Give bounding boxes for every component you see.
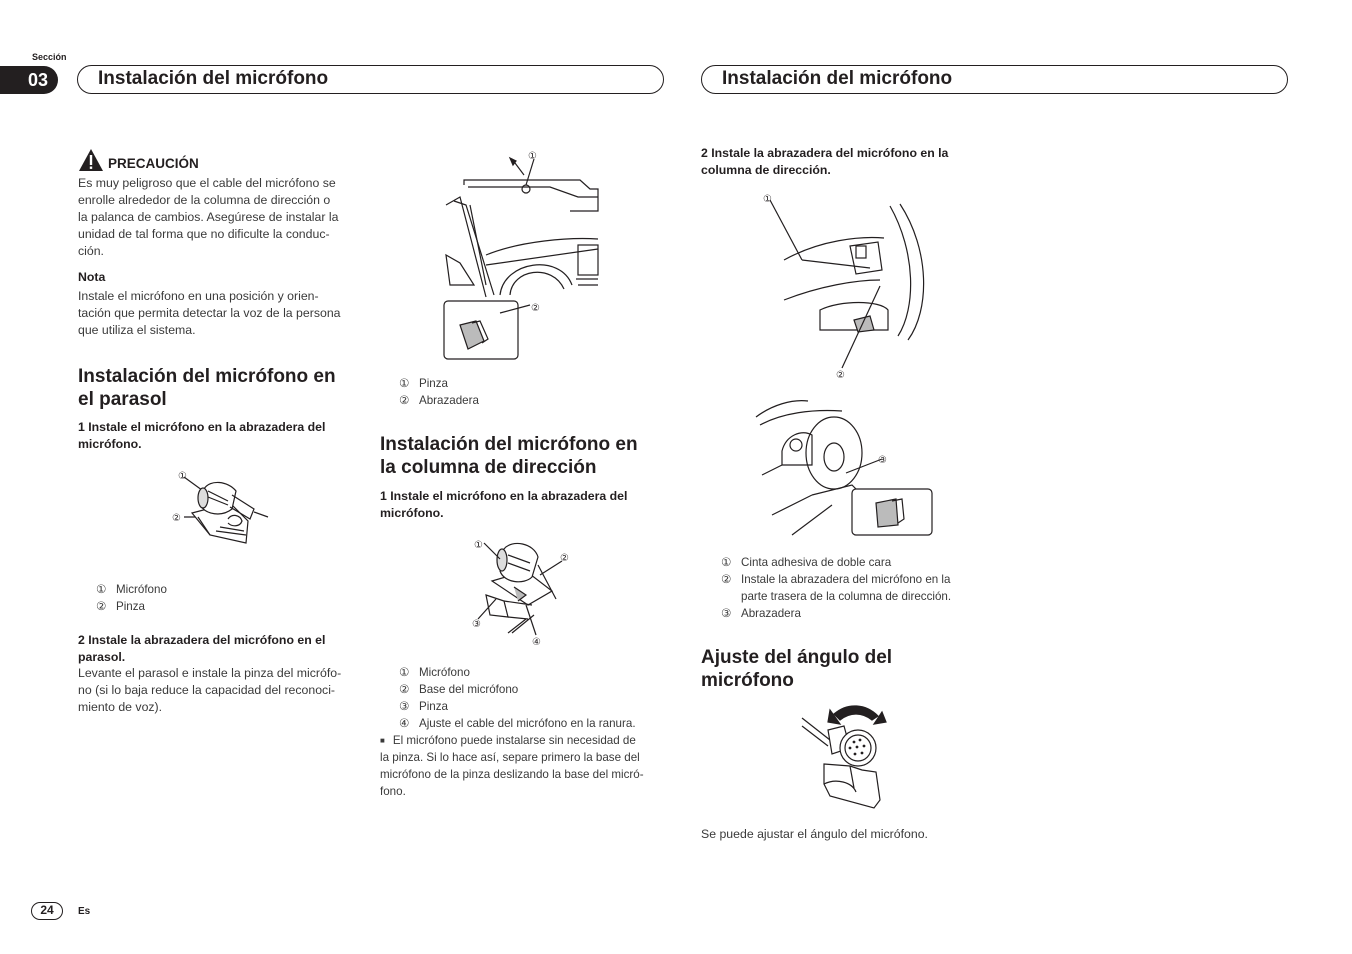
caution-text: Es muy peligroso que el cable del micrófono se enrolle alrededor de la columna de dirección o la palanca de cambios. Asegúrese de instalar la unidad de tal forma que no dificulte la conduc- ción.	[78, 176, 339, 258]
list-visor-parts: ① Pinza ② Abrazadera	[399, 377, 479, 407]
mic-clip-figure-2	[468, 535, 578, 650]
mic-angle-figure	[800, 700, 895, 812]
sun-visor-figure	[440, 145, 605, 365]
fig1-label-1: ①	[178, 471, 187, 482]
page-number: 24	[31, 902, 63, 920]
section-number-badge: 03	[0, 66, 58, 94]
fig5-label-3: ③	[878, 455, 887, 466]
step2-steering: 2 Instale la abrazadera del micrófono en la columna de dirección.	[701, 146, 949, 177]
step1-steering: 1 Instale el micrófono en la abrazadera del micrófono.	[380, 489, 628, 520]
dashboard-figure	[752, 395, 937, 540]
list-parasol-parts: ① Micrófono ② Pinza	[96, 583, 167, 613]
section-label: Sección	[32, 52, 67, 62]
fig3-label-4: ④	[532, 637, 541, 648]
list-steering-parts: ① Micrófono ② Base del micrófono ③ Pinza ④ Ajuste el cable del micrófono en la ranura.	[399, 666, 636, 730]
header-left: Instalación del micrófono	[77, 65, 664, 94]
nota-text: Instale el micrófono en una posición y orien- tación que permita detectar la voz de la persona que utiliza el sistema.	[78, 289, 341, 337]
step2-parasol: 2 Instale la abrazadera del micrófono en el parasol.	[78, 633, 326, 664]
fig2-label-2: ②	[531, 303, 540, 314]
fig2-label-1: ①	[528, 151, 537, 162]
bullet-square-icon: ■	[380, 736, 385, 745]
language-code: Es	[78, 906, 91, 917]
angle-caption: Se puede ajustar el ángulo del micrófono.	[701, 827, 928, 841]
fig4-label-2: ②	[836, 370, 845, 381]
nota-title: Nota	[78, 270, 106, 284]
steering-column-figure	[760, 190, 930, 380]
fig3-label-3: ③	[472, 619, 481, 630]
heading-parasol: Instalación del micrófono en el parasol	[78, 366, 336, 410]
caution-title: PRECAUCIÓN	[108, 156, 199, 171]
step1-parasol: 1 Instale el micrófono en la abrazadera del micrófono.	[78, 420, 326, 451]
note-no-clip: ■ El micrófono puede instalarse sin necesidad de la pinza. Si lo hace así, separe primero la base del micrófono de la pinza deslizando la base del micró- fono.	[380, 734, 644, 798]
header-right: Instalación del micrófono	[701, 65, 1288, 94]
warning-icon	[78, 148, 104, 172]
fig3-label-2: ②	[560, 553, 569, 564]
fig4-label-1: ①	[763, 194, 772, 205]
heading-angle: Ajuste del ángulo del micrófono	[701, 647, 893, 691]
fig1-label-2: ②	[172, 513, 181, 524]
heading-steering: Instalación del micrófono en la columna de dirección	[380, 434, 638, 478]
list-column-parts: ① Cinta adhesiva de doble cara ② Instale la abrazadera del micrófono en la parte trasera de la columna de dirección. ③ Abrazadera	[721, 556, 952, 620]
fig3-label-1: ①	[474, 540, 483, 551]
step2-parasol-text: Levante el parasol e instale la pinza del micrófo- no (si lo baja reduce la capacidad del reconoci- miento de voz).	[78, 666, 342, 714]
mic-clip-figure	[170, 465, 280, 560]
